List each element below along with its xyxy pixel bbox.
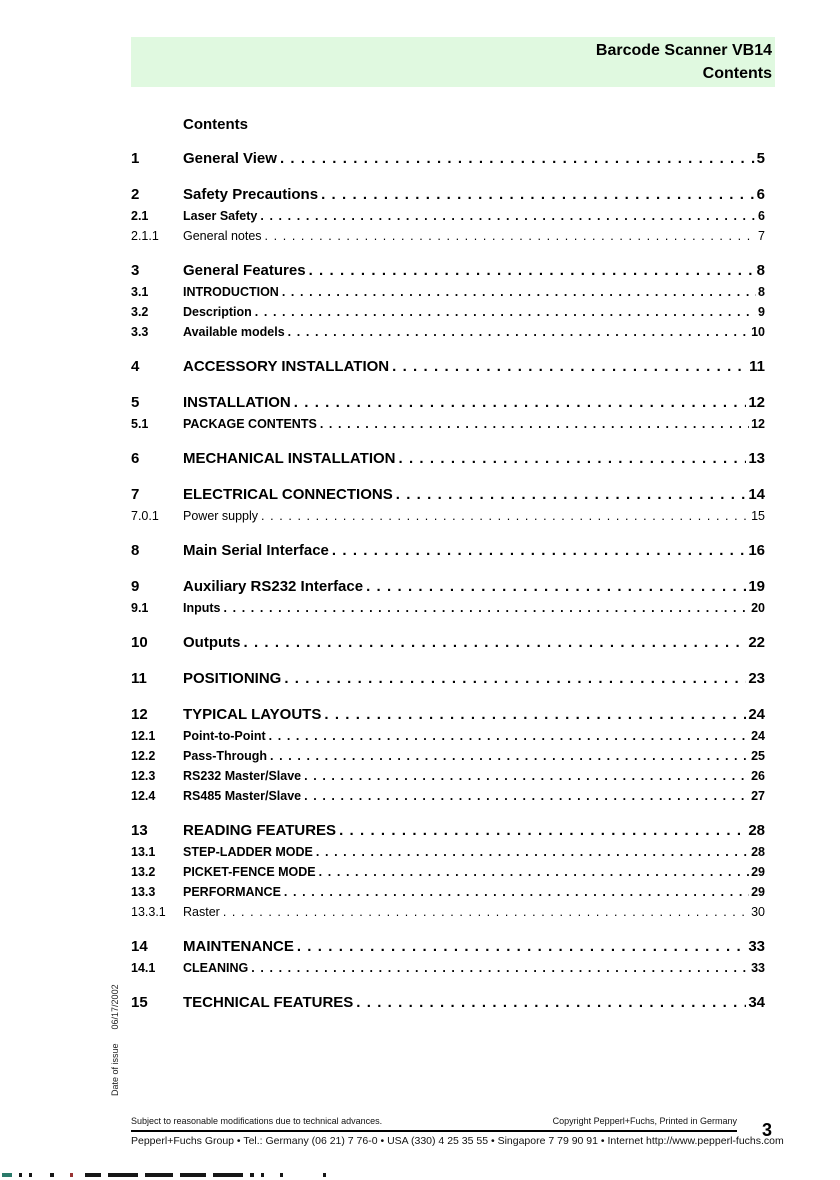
toc-row bbox=[131, 820, 765, 842]
toc-entry-page: 15 bbox=[751, 509, 765, 523]
date-of-issue-value: 06/17/2002 bbox=[110, 984, 120, 1030]
toc-entry-number: 3.3 bbox=[131, 325, 149, 339]
toc-entry-number: 13.2 bbox=[131, 865, 156, 879]
toc-entry-title: General View bbox=[183, 150, 277, 167]
date-of-issue-vertical bbox=[110, 984, 120, 1096]
dot-leader bbox=[284, 668, 746, 690]
dot-leader bbox=[366, 576, 746, 598]
toc-row bbox=[131, 260, 765, 282]
dot-leader bbox=[319, 862, 749, 882]
toc-row bbox=[131, 842, 765, 862]
toc-entry-page: 25 bbox=[751, 749, 765, 763]
toc-entry-title: Pass-Through bbox=[183, 749, 268, 763]
toc-entry-number: 5.1 bbox=[131, 417, 149, 431]
toc-entry-page: 24 bbox=[751, 729, 765, 743]
toc-entry-number: 3.1 bbox=[131, 285, 149, 299]
dot-leader bbox=[339, 820, 746, 842]
dot-leader bbox=[294, 392, 747, 414]
toc-row bbox=[131, 632, 765, 654]
toc-entry-number: 9.1 bbox=[131, 601, 149, 615]
dot-leader bbox=[251, 958, 749, 978]
toc-row bbox=[131, 936, 765, 958]
toc-entry-title: RS485 Master/Slave bbox=[183, 789, 302, 803]
toc-entry-page: 6 bbox=[756, 186, 765, 203]
dot-leader bbox=[316, 842, 749, 862]
dot-leader bbox=[356, 992, 746, 1014]
toc-entry-page: 24 bbox=[748, 706, 765, 723]
footer-note-right: Copyright Pepperl+Fuchs, Printed in Germany bbox=[552, 1116, 737, 1126]
toc-row bbox=[131, 882, 765, 902]
dot-leader bbox=[304, 766, 749, 786]
toc-entry-title: READING FEATURES bbox=[183, 822, 337, 839]
toc-entry-title: Point-to-Point bbox=[183, 729, 266, 743]
dot-leader bbox=[398, 448, 746, 470]
toc-entry-number: 2 bbox=[131, 186, 140, 203]
toc-entry-title: Safety Precautions bbox=[183, 186, 319, 203]
toc-entry-title: STEP-LADDER MODE bbox=[183, 845, 313, 859]
toc-row bbox=[131, 484, 765, 506]
toc-entry-number: 10 bbox=[131, 634, 148, 651]
toc-row bbox=[131, 448, 765, 470]
toc-entry-title: Outputs bbox=[183, 634, 241, 651]
toc-row bbox=[131, 392, 765, 414]
toc-row bbox=[131, 668, 765, 690]
date-of-issue-label: Date of issue bbox=[110, 1043, 120, 1096]
toc-entry-title: POSITIONING bbox=[183, 670, 282, 687]
toc-list bbox=[131, 148, 765, 1014]
toc-entry-number: 6 bbox=[131, 450, 140, 467]
toc-row bbox=[131, 958, 765, 978]
toc-entry-page: 8 bbox=[758, 285, 765, 299]
toc-entry-number: 13 bbox=[131, 822, 148, 839]
toc-entry-title: TYPICAL LAYOUTS bbox=[183, 706, 322, 723]
toc-entry-page: 11 bbox=[749, 358, 765, 375]
dot-leader bbox=[265, 226, 757, 246]
toc-entry-title: PICKET-FENCE MODE bbox=[183, 865, 316, 879]
toc-entry-number: 3 bbox=[131, 262, 140, 279]
toc-entry-title: TECHNICAL FEATURES bbox=[183, 994, 354, 1011]
toc-entry-number: 5 bbox=[131, 394, 140, 411]
toc-row bbox=[131, 902, 765, 922]
toc-entry-number: 14.1 bbox=[131, 961, 156, 975]
toc-row bbox=[131, 506, 765, 526]
toc-entry-title: Available models bbox=[183, 325, 285, 339]
toc-entry-title: General Features bbox=[183, 262, 306, 279]
toc-entry-page: 19 bbox=[748, 578, 765, 595]
footer-note-row bbox=[131, 1116, 737, 1126]
toc-entry-page: 6 bbox=[758, 209, 765, 223]
dot-leader bbox=[261, 506, 749, 526]
dot-leader bbox=[282, 282, 756, 302]
footer-note-left: Subject to reasonable modifications due to technical advances. bbox=[131, 1116, 383, 1126]
toc-entry-number: 12.2 bbox=[131, 749, 156, 763]
toc-entry-title: Inputs bbox=[183, 601, 221, 615]
toc-entry-number: 8 bbox=[131, 542, 140, 559]
toc-entry-number: 12 bbox=[131, 706, 148, 723]
toc-entry-title: Power supply bbox=[183, 509, 259, 523]
toc-entry-title: RS232 Master/Slave bbox=[183, 769, 302, 783]
dot-leader bbox=[269, 726, 749, 746]
dot-leader bbox=[324, 704, 746, 726]
toc-entry-title: ELECTRICAL CONNECTIONS bbox=[183, 486, 393, 503]
toc-entry-number: 9 bbox=[131, 578, 140, 595]
toc-entry-title: PERFORMANCE bbox=[183, 885, 281, 899]
toc-entry-number: 12.4 bbox=[131, 789, 156, 803]
toc-row bbox=[131, 302, 765, 322]
dot-leader bbox=[297, 936, 746, 958]
toc-row bbox=[131, 206, 765, 226]
dot-leader bbox=[224, 598, 750, 618]
toc-entry-number: 7.0.1 bbox=[131, 509, 159, 523]
toc-entry-page: 28 bbox=[748, 822, 765, 839]
toc-entry-title: Auxiliary RS232 Interface bbox=[183, 578, 364, 595]
toc-entry-page: 29 bbox=[751, 885, 765, 899]
toc-entry-page: 13 bbox=[748, 450, 765, 467]
table-of-contents bbox=[131, 116, 765, 1014]
dot-leader bbox=[244, 632, 747, 654]
toc-entry-number: 4 bbox=[131, 358, 140, 375]
toc-entry-title: PACKAGE CONTENTS bbox=[183, 417, 317, 431]
clipped-print-marks bbox=[2, 1173, 333, 1179]
dot-leader bbox=[392, 356, 747, 378]
toc-row bbox=[131, 148, 765, 170]
toc-row bbox=[131, 184, 765, 206]
toc-entry-number: 13.3.1 bbox=[131, 905, 166, 919]
toc-entry-page: 34 bbox=[748, 994, 765, 1011]
toc-entry-title: Description bbox=[183, 305, 252, 319]
toc-entry-page: 29 bbox=[751, 865, 765, 879]
toc-row bbox=[131, 414, 765, 434]
footer-divider bbox=[131, 1130, 737, 1132]
toc-row bbox=[131, 862, 765, 882]
toc-row bbox=[131, 540, 765, 562]
toc-entry-title: CLEANING bbox=[183, 961, 249, 975]
toc-row bbox=[131, 282, 765, 302]
toc-entry-title: MAINTENANCE bbox=[183, 938, 294, 955]
dot-leader bbox=[270, 746, 749, 766]
toc-entry-title: Main Serial Interface bbox=[183, 542, 329, 559]
footer-contact-line: Pepperl+Fuchs Group • Tel.: Germany (06 21) 7 76-0 • USA (330) 4 25 35 55 • Singapore 7 79 90 91 • Internet http://www.pepperl-fuchs.com bbox=[131, 1135, 784, 1147]
dot-leader bbox=[223, 902, 749, 922]
toc-entry-page: 26 bbox=[751, 769, 765, 783]
toc-entry-page: 9 bbox=[758, 305, 765, 319]
toc-entry-number: 13.1 bbox=[131, 845, 156, 859]
toc-row bbox=[131, 786, 765, 806]
dot-leader bbox=[321, 184, 755, 206]
dot-leader bbox=[284, 882, 749, 902]
toc-entry-page: 20 bbox=[751, 601, 765, 615]
toc-entry-title: General notes bbox=[183, 229, 262, 243]
toc-entry-title: INTRODUCTION bbox=[183, 285, 279, 299]
toc-row bbox=[131, 598, 765, 618]
toc-entry-page: 23 bbox=[748, 670, 765, 687]
header-band bbox=[131, 37, 775, 87]
toc-entry-page: 33 bbox=[748, 938, 765, 955]
dot-leader bbox=[260, 206, 756, 226]
toc-entry-page: 33 bbox=[751, 961, 765, 975]
toc-entry-page: 5 bbox=[756, 150, 765, 167]
toc-entry-number: 14 bbox=[131, 938, 148, 955]
toc-entry-number: 12.1 bbox=[131, 729, 156, 743]
toc-entry-page: 12 bbox=[751, 417, 765, 431]
dot-leader bbox=[332, 540, 746, 562]
toc-entry-page: 12 bbox=[748, 394, 765, 411]
toc-entry-number: 12.3 bbox=[131, 769, 156, 783]
toc-entry-title: MECHANICAL INSTALLATION bbox=[183, 450, 396, 467]
dot-leader bbox=[304, 786, 749, 806]
toc-entry-number: 1 bbox=[131, 150, 140, 167]
toc-row bbox=[131, 322, 765, 342]
dot-leader bbox=[309, 260, 755, 282]
toc-entry-number: 15 bbox=[131, 994, 148, 1011]
toc-entry-page: 14 bbox=[748, 486, 765, 503]
toc-entry-number: 2.1.1 bbox=[131, 229, 159, 243]
dot-leader bbox=[255, 302, 756, 322]
toc-row bbox=[131, 576, 765, 598]
toc-entry-title: ACCESSORY INSTALLATION bbox=[183, 358, 390, 375]
toc-entry-page: 10 bbox=[751, 325, 765, 339]
toc-entry-number: 11 bbox=[131, 670, 147, 687]
toc-entry-page: 8 bbox=[756, 262, 765, 279]
page-number: 3 bbox=[762, 1120, 773, 1140]
toc-row bbox=[131, 226, 765, 246]
toc-row bbox=[131, 992, 765, 1014]
toc-heading: Contents bbox=[183, 116, 248, 133]
dot-leader bbox=[320, 414, 749, 434]
toc-row bbox=[131, 726, 765, 746]
toc-entry-title: Raster bbox=[183, 905, 220, 919]
dot-leader bbox=[288, 322, 749, 342]
toc-entry-title: Laser Safety bbox=[183, 209, 258, 223]
toc-entry-page: 30 bbox=[751, 905, 765, 919]
toc-entry-page: 27 bbox=[751, 789, 765, 803]
toc-entry-number: 2.1 bbox=[131, 209, 149, 223]
toc-entry-page: 22 bbox=[748, 634, 765, 651]
header-subtitle: Contents bbox=[702, 65, 772, 82]
toc-entry-number: 7 bbox=[131, 486, 140, 503]
toc-row bbox=[131, 704, 765, 726]
toc-entry-page: 28 bbox=[751, 845, 765, 859]
dot-leader bbox=[280, 148, 755, 170]
toc-entry-page: 16 bbox=[748, 542, 765, 559]
toc-entry-number: 3.2 bbox=[131, 305, 149, 319]
header-title: Barcode Scanner VB14 bbox=[595, 42, 772, 59]
toc-entry-number: 13.3 bbox=[131, 885, 156, 899]
toc-row bbox=[131, 356, 765, 378]
dot-leader bbox=[396, 484, 747, 506]
toc-entry-page: 7 bbox=[758, 229, 765, 243]
toc-entry-title: INSTALLATION bbox=[183, 394, 291, 411]
toc-row bbox=[131, 766, 765, 786]
toc-row bbox=[131, 746, 765, 766]
